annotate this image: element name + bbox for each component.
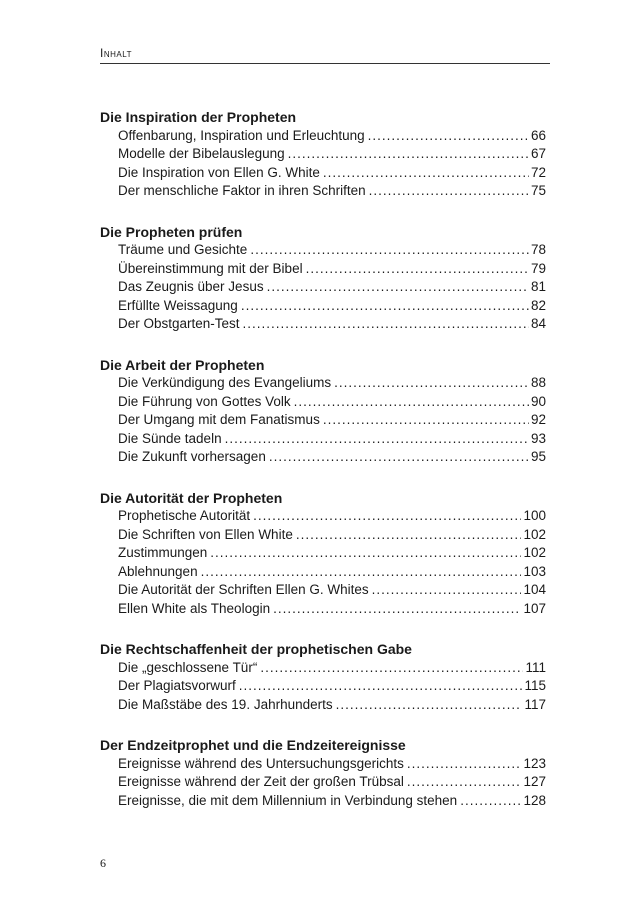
toc-entry — [100, 544, 546, 563]
toc-entry-label: Ereignisse während der Zeit der großen Trübsal — [118, 774, 404, 789]
toc-entry-label: Erfüllte Weissagung — [118, 297, 238, 313]
toc-entry-page: 84 — [530, 316, 546, 331]
toc-entry-page: 67 — [530, 146, 546, 161]
toc-entry-label: Der Umgang mit dem Fanatismus — [118, 412, 320, 427]
toc-entry-page: 103 — [523, 563, 546, 579]
toc-entry-label: Der menschliche Faktor in ihren Schriften — [118, 183, 366, 198]
toc-entry-label: Die „geschlossene Tür“ — [118, 659, 258, 675]
toc-entry-page: 82 — [530, 297, 546, 313]
dot-leader — [243, 315, 529, 334]
section-title: Die Autorität der Propheten — [100, 489, 283, 506]
toc-entry-label: Die Zukunft vorhersagen — [118, 449, 266, 464]
toc-section — [100, 736, 546, 810]
toc-entry-label: Ablehnungen — [118, 563, 198, 579]
toc-section — [100, 108, 546, 201]
toc-entry-label: Modelle der Bibelauslegung — [118, 146, 285, 161]
toc-entry-page: 78 — [530, 242, 546, 257]
toc-entry-page: 123 — [523, 755, 546, 771]
dot-leader — [372, 581, 522, 600]
toc-entry — [100, 315, 546, 334]
dot-leader — [288, 145, 529, 164]
dot-leader — [225, 430, 529, 449]
toc-entry-page: 127 — [523, 774, 546, 789]
toc-entry — [100, 659, 546, 678]
toc-entry — [100, 374, 546, 393]
toc-entry — [100, 563, 546, 582]
toc-entry-label: Die Maßstäbe des 19. Jahrhunderts — [118, 696, 333, 712]
toc-entry-label: Träume und Gesichte — [118, 242, 248, 257]
toc-entry-page: 81 — [530, 279, 546, 294]
section-title: Die Arbeit der Propheten — [100, 356, 265, 373]
dot-leader — [407, 773, 522, 792]
toc-entry-page: 100 — [523, 508, 546, 523]
dot-leader — [294, 393, 529, 412]
toc-entry — [100, 127, 546, 146]
dot-leader — [334, 374, 529, 393]
toc-entry-page: 117 — [524, 696, 546, 712]
dot-leader — [267, 278, 529, 297]
toc-entry-label: Die Sünde tadeln — [118, 430, 222, 446]
table-of-contents — [100, 108, 546, 832]
dot-leader — [269, 448, 529, 467]
toc-entry — [100, 696, 546, 715]
dot-leader — [306, 260, 529, 279]
section-title: Die Inspiration der Propheten — [100, 109, 297, 125]
toc-entry — [100, 278, 546, 297]
toc-entry-page: 90 — [530, 393, 546, 409]
toc-entry — [100, 164, 546, 183]
toc-entry-page: 75 — [530, 183, 546, 198]
dot-leader — [239, 677, 523, 696]
toc-entry-label: Das Zeugnis über Jesus — [118, 279, 264, 294]
toc-section — [100, 356, 546, 467]
dot-leader — [250, 241, 529, 260]
toc-entry — [100, 393, 546, 412]
toc-entry-label: Die Schriften von Ellen White — [118, 526, 293, 542]
toc-entry — [100, 507, 546, 526]
toc-entry-page: 95 — [530, 449, 546, 464]
toc-section — [100, 223, 546, 334]
toc-entry — [100, 260, 546, 279]
toc-entry-page: 66 — [530, 127, 546, 143]
toc-entry — [100, 526, 546, 545]
toc-entry-page: 104 — [523, 582, 546, 597]
toc-entry-label: Die Führung von Gottes Volk — [118, 393, 291, 409]
toc-entry-page: 102 — [523, 545, 546, 560]
toc-entry-label: Die Inspiration von Ellen G. White — [118, 164, 320, 180]
toc-entry — [100, 241, 546, 260]
toc-entry — [100, 792, 546, 811]
section-title: Der Endzeitprophet und die Endzeitereignisse — [100, 737, 406, 753]
running-header-title: Inhalt — [100, 46, 132, 60]
toc-entry-page: 128 — [523, 792, 546, 808]
toc-entry-label: Ellen White als Theologin — [118, 600, 271, 616]
toc-entry-label: Die Verkündigung des Evangeliums — [118, 375, 332, 390]
dot-leader — [253, 507, 521, 526]
toc-entry-page: 92 — [530, 412, 546, 427]
toc-entry-page: 79 — [530, 260, 546, 276]
toc-entry — [100, 145, 546, 164]
toc-entry-label: Übereinstimmung mit der Bibel — [118, 260, 303, 276]
toc-entry-page: 115 — [524, 678, 546, 693]
dot-leader — [241, 297, 529, 316]
toc-entry-page: 88 — [530, 375, 546, 390]
toc-entry-page: 72 — [530, 164, 546, 180]
running-header — [100, 46, 550, 60]
toc-entry-label: Der Obstgarten-Test — [118, 316, 240, 331]
dot-leader — [336, 696, 523, 715]
dot-leader — [273, 600, 521, 619]
dot-leader — [460, 792, 521, 811]
toc-entry — [100, 677, 546, 696]
section-title: Die Propheten prüfen — [100, 223, 243, 240]
section-title: Die Rechtschaffenheit der prophetischen Gabe — [100, 641, 412, 657]
toc-entry — [100, 411, 546, 430]
header-rule — [100, 63, 550, 64]
toc-entry-label: Offenbarung, Inspiration und Erleuchtung — [118, 127, 365, 143]
toc-entry — [100, 297, 546, 316]
dot-leader — [368, 127, 529, 146]
dot-leader — [323, 411, 529, 430]
toc-entry-page: 111 — [525, 659, 546, 675]
toc-entry — [100, 755, 546, 774]
toc-entry-label: Ereignisse während des Untersuchungsgerichts — [118, 755, 404, 771]
toc-entry — [100, 430, 546, 449]
toc-entry-label: Prophetische Autorität — [118, 508, 251, 523]
toc-entry-label: Der Plagiatsvorwurf — [118, 678, 236, 693]
toc-entry-page: 107 — [523, 600, 546, 616]
toc-entry — [100, 581, 546, 600]
toc-section — [100, 489, 546, 619]
dot-leader — [323, 164, 529, 183]
dot-leader — [201, 563, 522, 582]
toc-entry-page: 102 — [523, 526, 546, 542]
dot-leader — [369, 182, 529, 201]
toc-entry-label: Die Autorität der Schriften Ellen G. Whites — [118, 582, 369, 597]
dot-leader — [407, 755, 522, 774]
toc-entry-page: 93 — [530, 430, 546, 446]
page-number: 6 — [100, 856, 106, 870]
toc-section — [100, 640, 546, 714]
toc-entry-label: Ereignisse, die mit dem Millennium in Verbindung stehen — [118, 792, 458, 808]
toc-entry — [100, 773, 546, 792]
toc-entry-label: Zustimmungen — [118, 545, 208, 560]
dot-leader — [296, 526, 522, 545]
toc-entry — [100, 182, 546, 201]
toc-entry — [100, 448, 546, 467]
toc-entry — [100, 600, 546, 619]
dot-leader — [260, 659, 523, 678]
dot-leader — [210, 544, 521, 563]
